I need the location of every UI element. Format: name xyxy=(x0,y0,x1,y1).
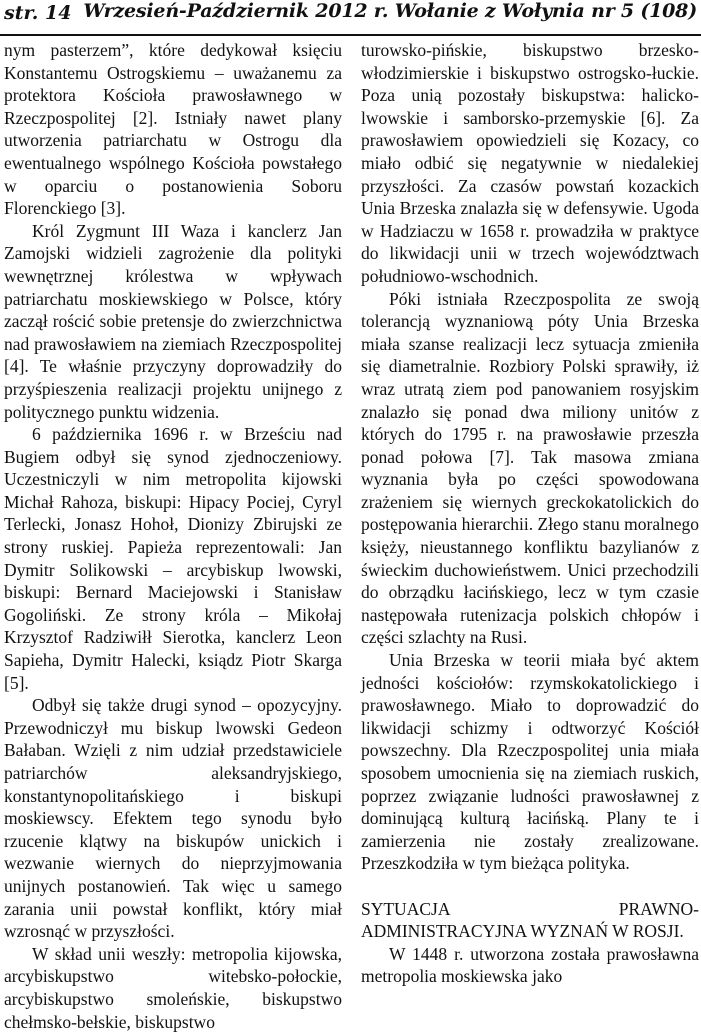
right-column xyxy=(361,39,699,988)
section-heading: SYTUACJA PRAWNO-ADMINISTRACYJNA WYZNAŃ W ROSJI. xyxy=(361,898,699,942)
issue-info: Wrzesień-Październik 2012 r. Wołanie z Wołynia nr 5 (108) xyxy=(83,0,697,22)
header-rule xyxy=(0,34,701,36)
left-paragraph-2: Król Zygmunt III Waza i kanclerz Jan Zamojski widzieli zagrożenie dla polityki wewnętrznej królestwa w wpływach patriarchatu moskiewskiego w Polsce, który zaczął rościć sobie pretensje do zwierzchnictwa nad prawosławiem na ziemiach Rzeczpospolitej [4]. Te właśnie przyczyny doprowadziły do przyśpieszenia realizacji projektu unijnego z politycznego punktu widzenia. xyxy=(4,220,342,422)
left-paragraph-5: W skład unii weszły: metropolia kijowska, arcybiskupstwo witebsko-połockie, arcybiskupstwo smoleńskie, biskupstwo chełmsko-bełskie, biskupstwo xyxy=(4,943,342,1032)
right-paragraph-3: Unia Brzeska w teorii miała być aktem jedności kościołów: rzymskokatolickiego i prawosławnego. Miało to doprowadzić do likwidacji schizmy i odtworzyć Kościół powszechny. Dla Rzeczpospolitej unia miała sposobem umocnienia się na ziemiach ruskich, poprzez związanie ludności prawosławnej z dominującą kulturą łacińską. Plany te i zamierzenia nie zostały zrealizowane. Przeszkodziła w tym bieżąca polityka. xyxy=(361,650,699,874)
right-paragraph-2: Póki istniała Rzeczpospolita ze swoją tolerancją wyznaniową póty Unia Brzeska miała szanse realizacji lecz sytuacja zmieniła się diametralnie. Rozbiory Polski sprawiły, iż wraz utratą ziem pod panowaniem rosyjskim znalazło się ponad dwa miliony unitów z których do 1795 r. na prawosławie przeszła ponad połowa [7]. Tak masowa zmiana wyznania była po części spowodowana zrażeniem się wiernych greckokatolickich do postępowania hierarchii. Złego stanu moralnego księży, nieustannego konfliktu bazylianów z świeckim duchowieństwem. Unici przechodzili do obrządku łacińskiego, lecz w tym czasie następowała rutenizacja polskich chłopów i części szlachty na Rusi. xyxy=(361,288,699,648)
left-paragraph-1: nym pasterzem”, które dedykował księciu Konstantemu Ostrogskiemu – uważanemu za protektora Kościoła prawosławnego w Rzeczpospolitej [2]. Istniały nawet plany utworzenia patriarchatu w Ostrogu dla ewentualnego wspólnego Kościoła powstałego w oparciu o postanowienia Soboru Florenckiego [3]. xyxy=(4,40,342,219)
left-paragraph-3: 6 października 1696 r. w Brześciu nad Bugiem odbył się synod zjednoczeniowy. Uczestniczyli w nim metropolita kijowski Michał Rahoza, biskupi: Hipacy Pociej, Cyryl Terlecki, Jonasz Hohoł, Dionizy Zbirujski ze strony ruskiej. Papieża reprezentowali: Jan Dymitr Solikowski – arcybiskup lwowski, biskupi: Bernard Maciejowski i Stanisław Gogoliński. Ze strony króla – Mikołaj Krzysztof Radziwiłł Sierotka, kanclerz Leon Sapieha, Dymitr Halecki, ksiądz Piotr Skarga [5]. xyxy=(4,424,342,693)
page-header xyxy=(4,0,697,30)
right-paragraph-1: turowsko-pińskie, biskupstwo brzesko-włodzimierskie i biskupstwo ostrogsko-łuckie. Poza unią pozostały biskupstwa: halicko-lwowskie i samborsko-przemyskie [6]. Za prawosławiem opowiedzieli się Kozacy, co miało odbić się negatywnie w niedalekiej przyszłości. Za czasów powstań kozackich Unia Brzeska znalazła się w defensywie. Ugoda w Hadziaczu w 1658 r. prowadziła w praktyce do likwidacji unii w trzech województwach południowo-wschodnich. xyxy=(361,40,699,286)
left-column xyxy=(4,39,342,1033)
right-paragraph-4: W 1448 r. utworzona została prawosławna metropolia moskiewska jako xyxy=(361,943,699,987)
left-paragraph-4: Odbył się także drugi synod – opozycyjny. Przewodniczył mu biskup lwowski Gedeon Bałaban. Wzięli z nim udział przedstawiciele patriarchów aleksandryjskiego, konstantynopolitańskiego i biskupi moskiewscy. Efektem tego synodu było rzucenie klątwy na biskupów unickich i wezwanie wiernych do nieprzyjmowania unijnych postanowień. Tak więc u samego zarania unii powstał konflikt, który miał wzrosnąć w przyszłości. xyxy=(4,695,342,942)
page-number: str. 14 xyxy=(4,2,72,24)
